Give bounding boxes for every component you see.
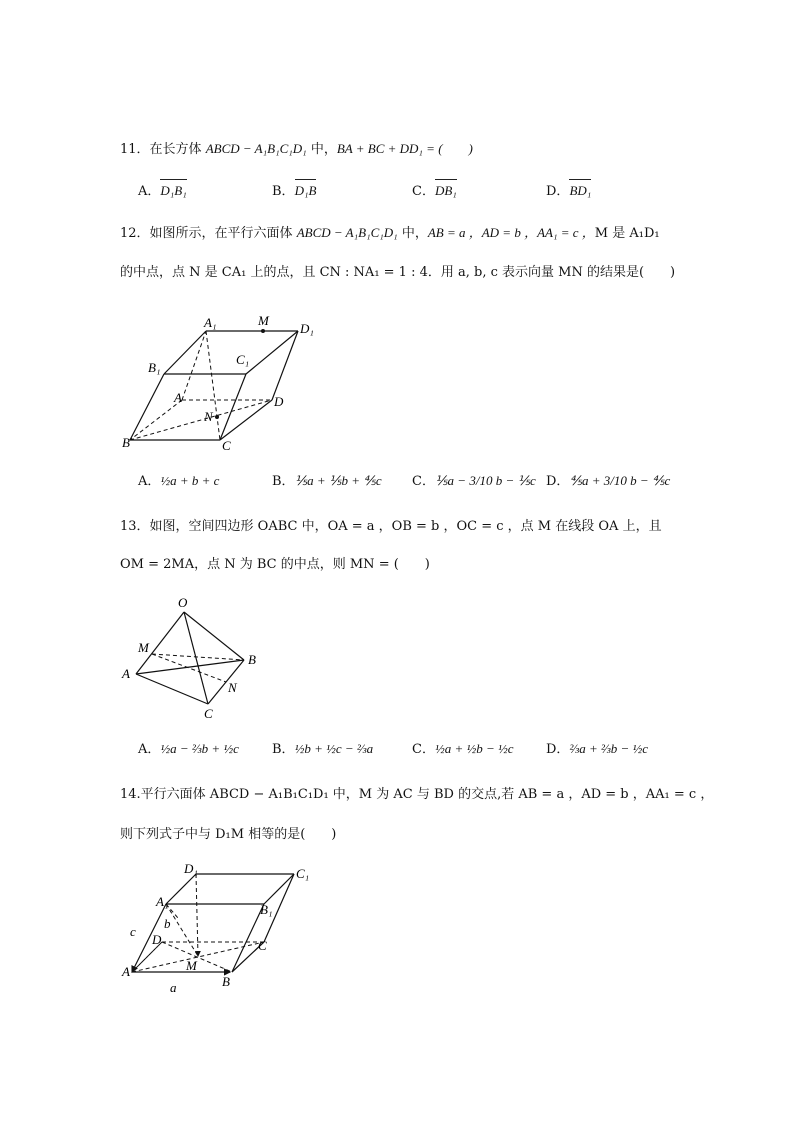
option-value: ⅕a + ⅕b + ⅘c (294, 473, 382, 488)
q11-stem-mid: 中， (306, 142, 337, 157)
label-A: A (122, 666, 130, 681)
option-label: B． (272, 474, 295, 489)
label-vec-a: a (170, 980, 177, 995)
option-label: B． (272, 184, 295, 199)
label-D1: D₁ (184, 861, 198, 876)
label-M: M (138, 640, 149, 655)
q13-stem-line2: OM = 2MA，点 N 为 BC 的中点，则 MN = ( ) (120, 557, 430, 572)
q13-figure (118, 594, 278, 724)
q12-option-c[interactable] (412, 472, 536, 491)
q11-solid: ABCD − A₁B₁C₁D₁ (205, 141, 307, 156)
q12-stem-line2: 的中点，点 N 是 CA₁ 上的点，且 CN : NA₁ = 1 : 4．用 a, b, c 表示向量 MN 的结果是( ) (120, 265, 676, 280)
option-value: D₁B₁ (160, 183, 187, 198)
label-N: N (228, 680, 237, 695)
option-label: C． (412, 742, 435, 757)
label-M: M (186, 958, 197, 973)
option-value: DB₁ (434, 183, 457, 198)
option-label: A． (138, 474, 161, 489)
q11-option-c[interactable] (412, 182, 457, 201)
option-value: ⅔a + ⅔b − ½c (569, 741, 649, 756)
option-label: C． (412, 184, 435, 199)
label-C1: C₁ (236, 352, 250, 367)
label-A: A (174, 390, 182, 405)
label-B1: B₁ (260, 902, 273, 917)
label-B1: B₁ (148, 360, 161, 375)
option-value: ½a + ½b − ½c (434, 741, 514, 756)
label-C: C (222, 438, 231, 452)
q12-vectors: AB = a ，AD = b ，AA₁ = c ， (427, 225, 595, 240)
q12-mid: 中， (397, 226, 428, 241)
q12-option-a[interactable] (138, 472, 219, 491)
q12-option-d[interactable] (546, 472, 670, 491)
q11-option-b[interactable] (272, 182, 316, 201)
q13-option-a[interactable] (138, 740, 239, 759)
label-B: B (222, 974, 230, 989)
q12-prefix: 12．如图所示，在平行六面体 (120, 226, 297, 241)
q12-stem-line1 (120, 224, 720, 243)
label-D: D (274, 394, 284, 409)
option-label: A． (138, 742, 161, 757)
option-value: BD₁ (569, 183, 592, 198)
label-A1: A₁ (156, 894, 169, 909)
label-C1: C₁ (296, 866, 310, 881)
label-B: B (248, 652, 256, 667)
option-value: ½b + ½c − ⅔a (294, 741, 374, 756)
label-N: N (204, 409, 213, 424)
option-value: ½a − ⅔b + ½c (160, 741, 239, 756)
option-value: ½a + b + c (160, 473, 220, 488)
label-M: M (258, 313, 269, 328)
q11-option-a[interactable] (138, 182, 187, 201)
label-D: D (152, 932, 162, 947)
q11-stem (120, 140, 720, 159)
q14-figure (118, 860, 318, 1000)
option-label: B． (272, 742, 295, 757)
q14-stem-line2: 则下列式子中与 D₁M 相等的是( ) (120, 827, 337, 842)
q12-figure (118, 312, 318, 452)
label-O: O (178, 595, 188, 610)
option-label: D． (546, 742, 570, 757)
q11-stem-prefix: 11．在长方体 (120, 142, 206, 157)
label-B: B (122, 435, 130, 450)
q12-solid: ABCD − A₁B₁C₁D₁ (296, 225, 398, 240)
label-A1: A₁ (204, 315, 217, 330)
q13-option-d[interactable] (546, 740, 648, 759)
option-value: D₁B (294, 183, 317, 198)
q13-option-b[interactable] (272, 740, 373, 759)
label-A: A (122, 964, 130, 979)
q11-option-d[interactable] (546, 182, 591, 201)
q11-expression: BA + BC + DD₁ = ( ) (336, 141, 473, 156)
label-vec-b: b (164, 916, 171, 931)
q13-stem-line1: 13．如图，空间四边形 OABC 中，OA = a ，OB = b ，OC = c ，点 M 在线段 OA 上，且 (120, 519, 662, 534)
label-C: C (258, 938, 267, 953)
option-value: ⅕a − 3/10 b − ⅕c (434, 473, 536, 488)
q14-stem-line1: 14.平行六面体 ABCD − A₁B₁C₁D₁ 中，M 为 AC 与 BD 的交点,若 AB = a ，AD = b ，AA₁ = c ， (120, 787, 714, 802)
label-C: C (204, 706, 213, 721)
label-vec-c: c (130, 924, 136, 939)
option-label: D． (546, 184, 570, 199)
q13-option-c[interactable] (412, 740, 514, 759)
label-D1: D₁ (300, 321, 314, 336)
option-label: C． (412, 474, 435, 489)
option-label: D． (546, 474, 570, 489)
option-label: A． (138, 184, 161, 199)
q12-option-b[interactable] (272, 472, 382, 491)
q12-suffix: M 是 A₁D₁ (594, 226, 660, 241)
option-value: ⅘a + 3/10 b − ⅘c (569, 473, 671, 488)
